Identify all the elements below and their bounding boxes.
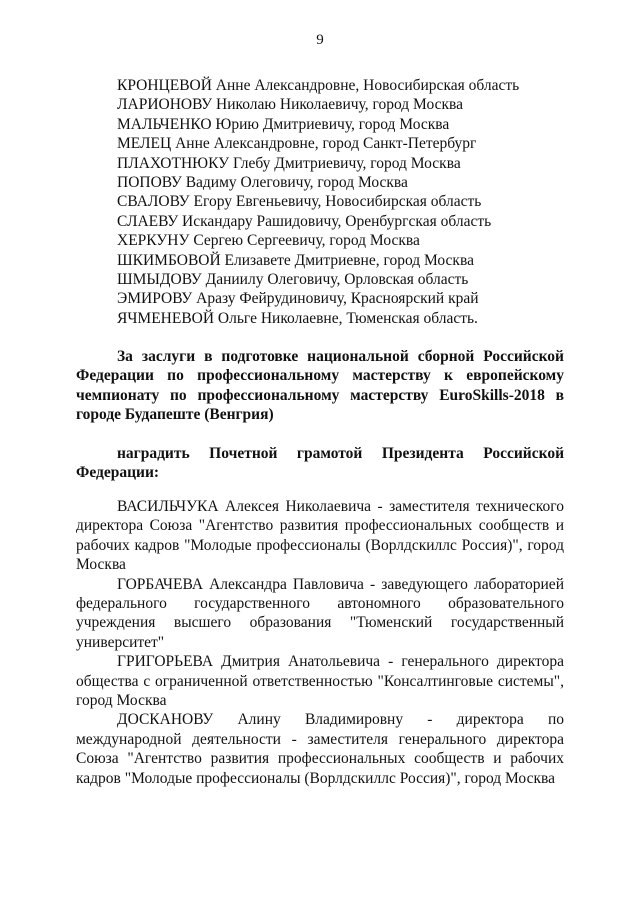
award-entry: ВАСИЛЬЧУКА Алексея Николаевича - заместителя технического директора Союза "Агентство развития профессиональных сообществ и рабочих кадров "Молодые профессионалы (Ворлдскиллс Россия)", город Москва (76, 498, 564, 574)
list-item: МАЛЬЧЕНКО Юрию Дмитриевичу, город Москва (117, 115, 450, 133)
list-item: ХЕРКУНУ Сергею Сергеевичу, город Москва (117, 232, 420, 250)
award-entry: ГОРБАЧЕВА Александра Павловича - заведующего лабораторией федерального государственного автономного образовательного учреждения высшего образования "Тюменский государственный университет" (76, 575, 564, 651)
list-item: КРОНЦЕВОЙ Анне Александровне, Новосибирская область (117, 77, 520, 94)
list-item: ПЛАХОТНЮКУ Глебу Дмитриевичу, город Москва (117, 154, 461, 172)
merit-heading: За заслуги в подготовке национальной сборной Российской Федерации по профессиональному мастерству к европейскому чемпионату по профессиональному мастерству EuroSkills-2018 в городе Будапеште (Венгрия) (76, 348, 564, 424)
awardee-list (117, 76, 587, 328)
award-entries (76, 497, 564, 788)
award-action: наградить Почетной грамотой Президента Российской Федерации: (76, 445, 564, 482)
award-entry: ДОСКАНОВУ Алину Владимировну - директора по международной деятельности - заместителя генерального директора Союза "Агентство развития профессиональных сообществ и рабочих кадров "Молодые профессионалы (Ворлдскиллс Россия)", город Москва (76, 711, 564, 787)
list-item: ЯЧМЕНЕВОЙ Ольге Николаевне, Тюменская область. (117, 309, 478, 327)
list-item: ПОПОВУ Вадиму Олеговичу, город Москва (117, 174, 408, 192)
award-entry: ГРИГОРЬЕВА Дмитрия Анатольевича - генерального директора общества с ограниченной ответственностью "Консалтинговые системы", город Москва (76, 653, 564, 710)
page-number: 9 (316, 32, 324, 48)
list-item: МЕЛЕЦ Анне Александровне, город Санкт-Петербург (117, 135, 477, 153)
list-item: ШКИМБОВОЙ Елизавете Дмитриевне, город Москва (117, 251, 474, 269)
list-item: СВАЛОВУ Егору Евгеньевичу, Новосибирская область (117, 193, 482, 211)
list-item: ЛАРИОНОВУ Николаю Николаевичу, город Москва (117, 96, 463, 114)
list-item: ЭМИРОВУ Аразу Фейрудиновичу, Красноярский край (117, 290, 479, 308)
list-item: СЛАЕВУ Искандару Рашидовичу, Оренбургская область (117, 212, 492, 230)
list-item: ШМЫДОВУ Даниилу Олеговичу, Орловская область (117, 271, 469, 289)
